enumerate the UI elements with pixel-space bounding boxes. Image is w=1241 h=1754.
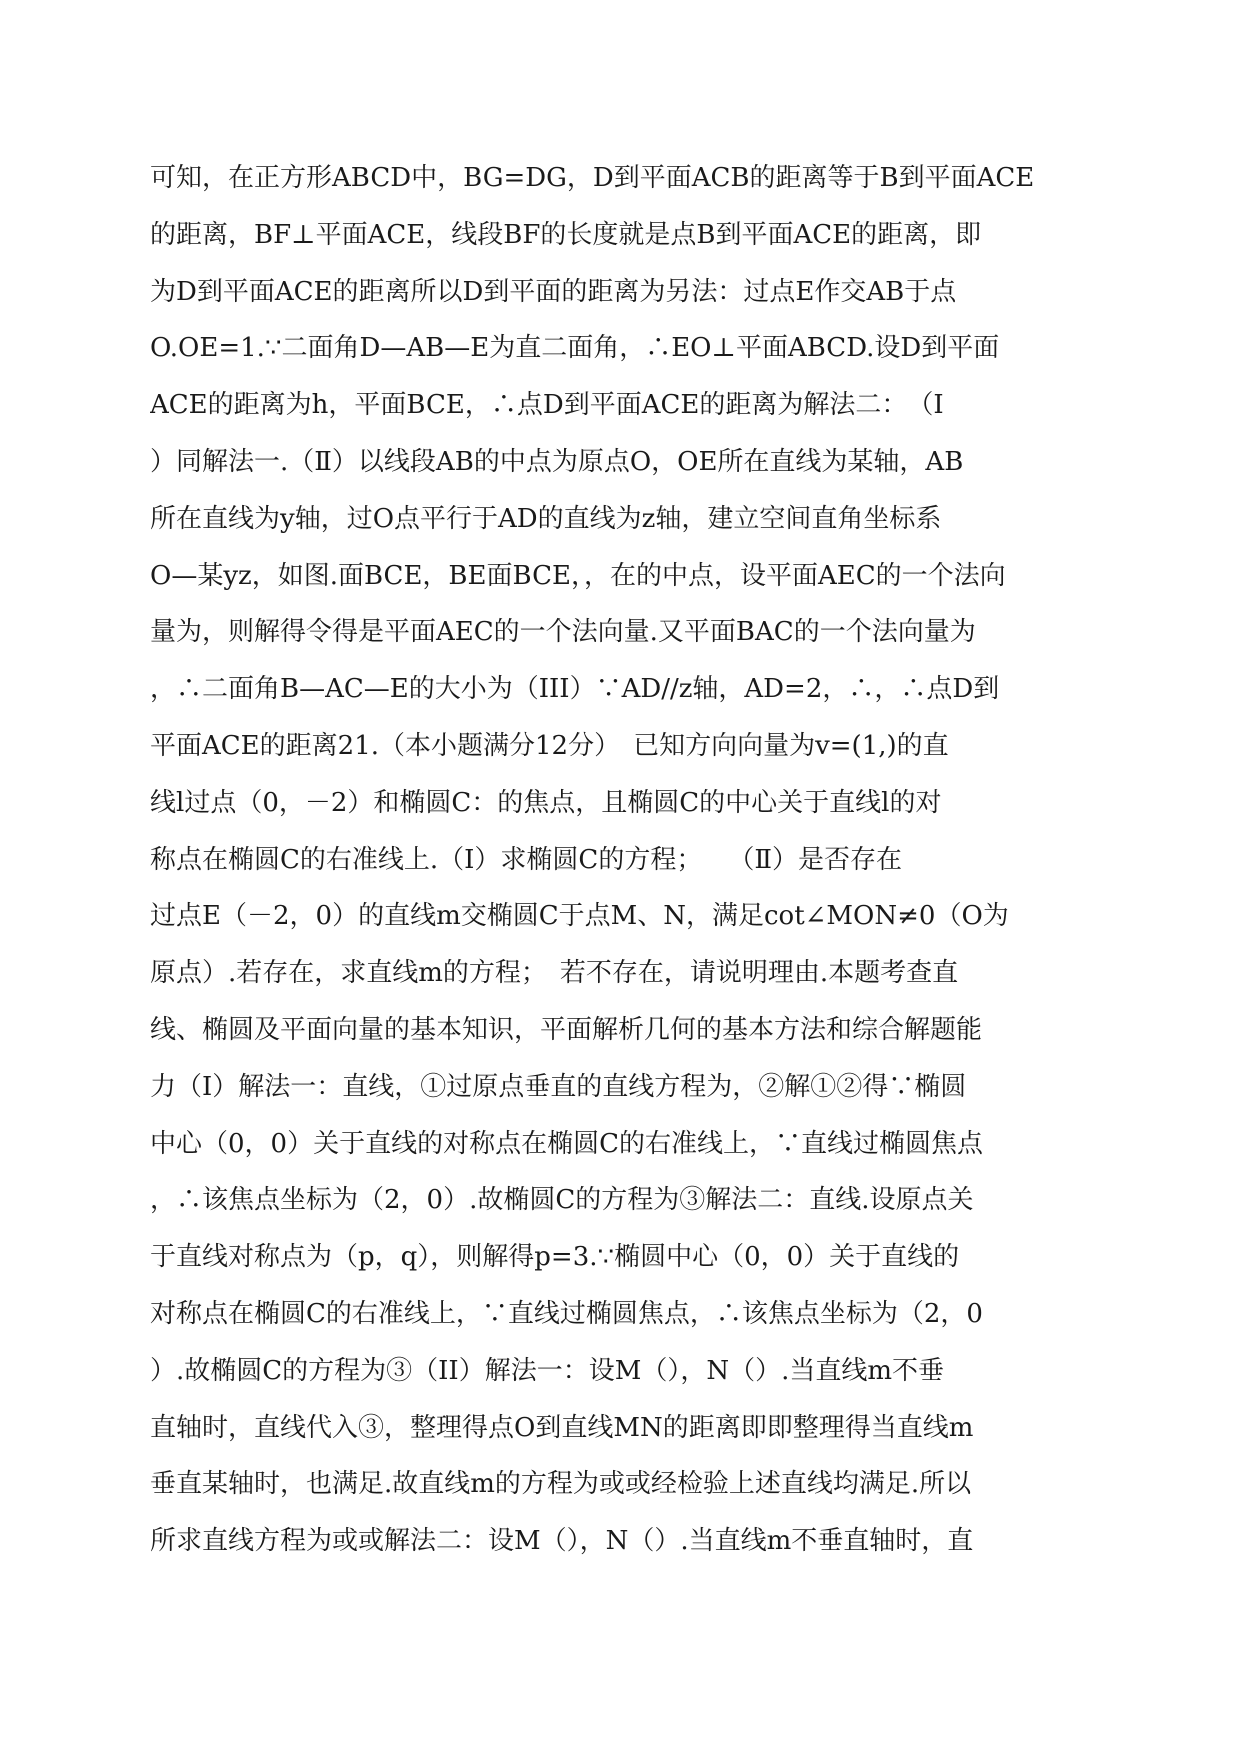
text-line: 平面ACE的距离21.（本小题满分12分） 已知方向向量为v=(1,)的直 [150, 730, 949, 761]
text-line: ）.故椭圆C的方程为③（II）解法一：设M（），N（）.当直线m不垂 [150, 1355, 944, 1386]
text-line: 为D到平面ACE的距离所以D到平面的距离为另法：过点E作交AB于点 [150, 276, 957, 307]
text-line: 称点在椭圆C的右准线上.（Ⅰ）求椭圆C的方程； （Ⅱ）是否存在 [150, 844, 902, 875]
text-line: 垂直某轴时，也满足.故直线m的方程为或或经检验上述直线均满足.所以 [150, 1469, 972, 1500]
text-line: 可知，在正方形ABCD中，BG=DG，D到平面ACB的距离等于B到平面ACE [150, 163, 1035, 193]
text-line: 中心（0，0）关于直线的对称点在椭圆C的右准线上，∵直线过椭圆焦点 [150, 1128, 983, 1159]
text-line: 的距离，BF⊥平面ACE，线段BF的长度就是点B到平面ACE的距离，即 [150, 219, 982, 250]
text-line: 线l过点（0，－2）和椭圆C：的焦点，且椭圆C的中心关于直线l的对 [150, 787, 942, 818]
text-line: ACE的距离为h，平面BCE，∴点D到平面ACE的距离为解法二： （Ⅰ [150, 390, 944, 421]
text-line: ，∴二面角B—AC—E的大小为（III）∵AD//z轴，AD=2，∴，∴点D到 [150, 674, 1000, 705]
text-line: O—某yz，如图.面BCE，BE面BCE，，在的中点，设平面AEC的一个法向 [150, 560, 1006, 591]
text-line: 量为，则解得令得是平面AEC的一个法向量.又平面BAC的一个法向量为 [150, 617, 976, 648]
text-line: 所在直线为y轴，过O点平行于AD的直线为z轴，建立空间直角坐标系 [150, 503, 942, 534]
text-line: O.OE=1.∵二面角D—AB—E为直二面角，∴EO⊥平面ABCD.设D到平面 [150, 333, 1000, 364]
text-line: 过点E（－2，0）的直线m交椭圆C于点M、N，满足cot∠MON≠0（O为 [150, 901, 1009, 932]
text-line: ，∴该焦点坐标为（2，0）.故椭圆C的方程为③解法二：直线.设原点关 [150, 1185, 974, 1216]
text-line: 原点）.若存在，求直线m的方程； 若不存在，请说明理由.本题考查直 [150, 958, 959, 989]
document-body [150, 150, 1090, 1570]
text-line: 对称点在椭圆C的右准线上，∵直线过椭圆焦点，∴该焦点坐标为（2，0 [150, 1298, 983, 1329]
text-line: 直轴时，直线代入③，整理得点O到直线MN的距离即即整理得当直线m [150, 1412, 974, 1443]
text-line: 于直线对称点为（p，q），则解得p=3.∵椭圆中心（0，0）关于直线的 [150, 1242, 960, 1273]
text-line: 力（I）解法一：直线，①过原点垂直的直线方程为，②解①②得∵椭圆 [150, 1071, 967, 1102]
text-line: 线、椭圆及平面向量的基本知识，平面解析几何的基本方法和综合解题能 [150, 1014, 983, 1045]
text-line: 所求直线方程为或或解法二：设M（），N（）.当直线m不垂直轴时，直 [150, 1526, 974, 1557]
text-line: ）同解法一.（Ⅱ）以线段AB的中点为原点O，OE所在直线为某轴，AB [150, 446, 964, 477]
